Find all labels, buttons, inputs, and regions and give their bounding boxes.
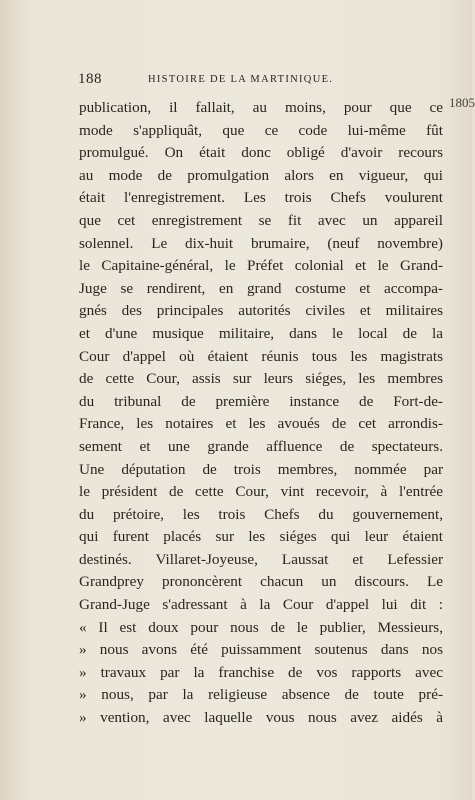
text-line: gnés des principales autorités civiles et militaires — [79, 302, 443, 320]
quote-line: » travaux par la franchise de vos rapports avec — [79, 663, 443, 681]
text-line: de cette Cour, assis sur leurs siéges, les membres — [79, 370, 443, 388]
text-line: France, les notaires et les avoués de cet arrondis- — [79, 415, 443, 433]
page-header — [78, 71, 448, 91]
margin-year-note: 1805 — [449, 95, 475, 110]
text-line: du tribunal de première instance de Fort-de- — [79, 392, 443, 410]
text-line: publication, il fallait, au moins, pour que ce — [79, 99, 443, 116]
text-line: du prétoire, les trois Chefs du gouvernement, — [79, 505, 443, 523]
quote-line: » vention, avec laquelle vous nous avez aidés à — [79, 709, 443, 727]
quote-line: » nous, par la religieuse absence de toute pré- — [79, 686, 443, 704]
text-line: Une députation de trois membres, nommée par — [79, 460, 443, 478]
page-number: 188 — [78, 71, 102, 87]
text-line: Grand-Juge s'adressant à la Cour d'appel lui dit : — [79, 596, 443, 614]
text-line: et d'une musique militaire, dans le local de la — [79, 324, 443, 342]
text-line: Cour d'appel où étaient réunis tous les magistrats — [79, 347, 443, 365]
text-line: promulgué. On était donc obligé d'avoir recours — [79, 144, 443, 162]
text-line: destinés. Villaret-Joyeuse, Laussat et Lefessier — [79, 550, 443, 568]
body-text — [79, 97, 443, 730]
text-line: était l'enregistrement. Les trois Chefs voulurent — [79, 189, 443, 207]
text-line: le Capitaine-général, le Préfet colonial et le Grand- — [79, 257, 443, 275]
running-title: HISTOIRE DE LA MARTINIQUE. — [148, 74, 334, 85]
text-line: solennel. Le dix-huit brumaire, (neuf novembre) — [79, 234, 443, 252]
text-line: Grandprey prononcèrent chacun un discours. Le — [79, 573, 443, 591]
text-line: sement et une grande affluence de spectateurs. — [79, 437, 443, 455]
text-line: qui furent placés sur les siéges qui leur étaient — [79, 528, 443, 546]
quote-line: » nous avons été puissamment soutenus dans nos — [79, 641, 443, 659]
quote-line: « Il est doux pour nous de le publier, Messieurs, — [79, 618, 443, 636]
text-line: Juge se rendirent, en grand costume et accompa- — [79, 279, 443, 297]
text-line: que cet enregistrement se fit avec un appareil — [79, 211, 443, 229]
text-line: au mode de promulgation alors en vigueur, qui — [79, 166, 443, 184]
text-line: mode s'appliquât, que ce code lui-même fût — [79, 121, 443, 139]
text-line: le président de cette Cour, vint recevoir, à l'entrée — [79, 483, 443, 501]
